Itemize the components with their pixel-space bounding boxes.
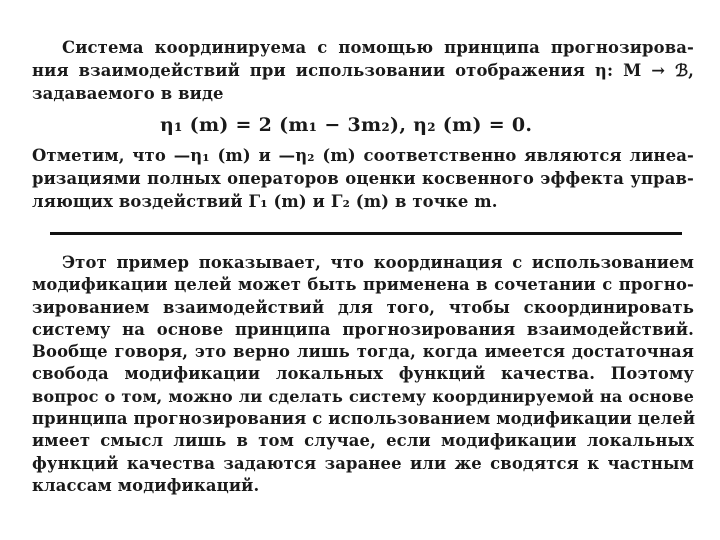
formula: η₁ (m) = 2 (m₁ − 3m₂), η₂ (m) = 0.	[160, 114, 533, 136]
text-line: зированием взаимодействий для того, чтобы скоординировать	[32, 297, 694, 317]
top-paragraph	[32, 36, 694, 105]
text-line: систему на основе принципа прогнозирования взаимодействий.	[32, 319, 694, 339]
text-line: Отметим, что —η₁ (m) и —η₂ (m) соответственно являются линеа-	[32, 146, 694, 165]
text-line: ния взаимодействий при использовании отображения η: M → ℬ,	[32, 61, 694, 80]
middle-paragraph	[32, 144, 694, 213]
text-line: Этот пример показывает, что координация с использованием	[62, 253, 694, 272]
horizontal-divider	[50, 232, 682, 235]
text-line: классам модификаций.	[32, 475, 260, 495]
text-line: Система координируема с помощью принципа прогнозирова-	[62, 38, 694, 57]
text-line: ляющих воздействий Γ₁ (m) и Γ₂ (m) в точке m.	[32, 192, 498, 211]
text-line: имеет смысл лишь в том случае, если модификации локальных	[32, 431, 694, 451]
text-line: модификации целей может быть применена в сочетании с прогно-	[32, 275, 694, 295]
text-line: функций качества задаются заранее или же сводятся к частным	[32, 453, 694, 473]
text-line: принципа прогнозирования с использованием модификации целей	[32, 409, 696, 429]
text-line: свобода модификации локальных функций качества. Поэтому	[32, 364, 694, 384]
text-line: ризациями полных операторов оценки косвенного эффекта управ-	[32, 169, 694, 188]
bottom-paragraph	[32, 252, 694, 497]
text-line: вопрос о том, можно ли сделать систему координируемой на основе	[32, 386, 694, 406]
text-line: задаваемого в виде	[32, 84, 224, 103]
text-line: Вообще говоря, это верно лишь тогда, когда имеется достаточная	[32, 342, 694, 362]
